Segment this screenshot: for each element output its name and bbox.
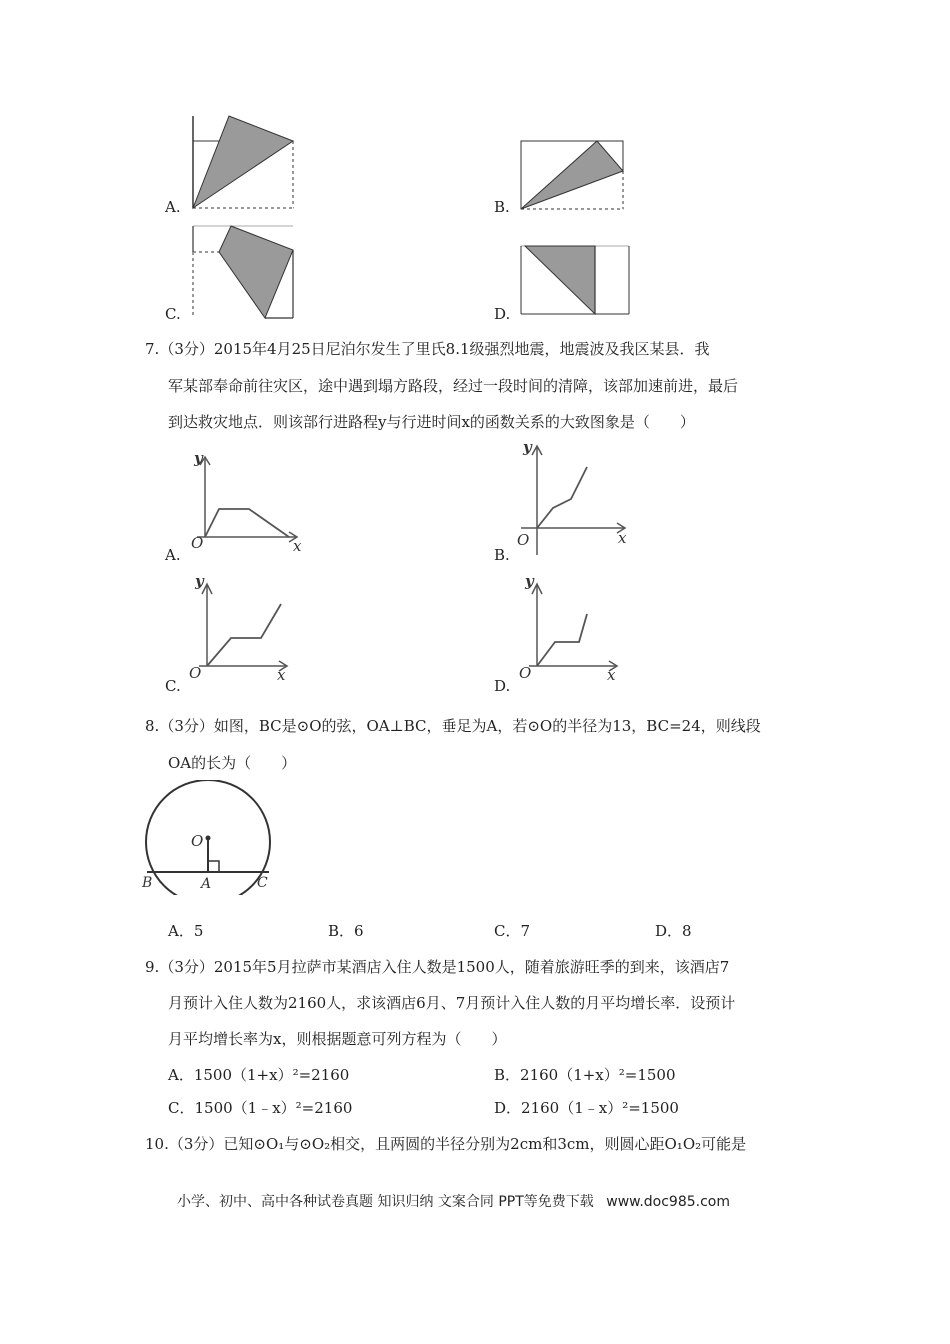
q8-choice-b: B．6: [328, 922, 364, 940]
q6-figure-b: [515, 135, 630, 215]
q6-figure-d: [515, 240, 635, 320]
q7-c-x-label: x: [277, 666, 286, 684]
q8-circle-figure: [135, 780, 285, 895]
q6-figure-c: [185, 222, 300, 322]
q8-choice-c: C．7: [494, 922, 531, 940]
q10-line-1: 10.（3分）已知⊙O₁与⊙O₂相交，且两圆的半径分别为2cm和3cm，则圆心距O₁O₂可能是: [145, 1135, 747, 1153]
q8-point-o: O: [191, 832, 204, 850]
q7-option-d-label: D.: [494, 677, 511, 695]
q7-line-1: 7.（3分）2015年4月25日尼泊尔发生了里氏8.1级强烈地震，地震波及我区某县．我: [145, 340, 710, 358]
q9-line-2: 月预计入住人数为2160人，求该酒店6月、7月预计入住人数的月平均增长率．设预计: [168, 994, 736, 1012]
q8-point-c: C: [257, 875, 268, 891]
q6-option-c-label: C.: [165, 305, 181, 323]
q6-option-a-label: A.: [165, 198, 181, 216]
q6-option-b-label: B.: [494, 198, 510, 216]
q7-a-origin-label: O: [191, 534, 204, 552]
q7-d-origin-label: O: [519, 664, 532, 682]
q9-choice-d: D．2160（1﹣x）²=1500: [494, 1099, 679, 1117]
q8-choice-d: D．8: [655, 922, 692, 940]
q7-line-3: 到达救灾地点．则该部行进路程y与行进时间x的函数关系的大致图象是（ ）: [168, 413, 695, 431]
page-footer: [177, 1191, 730, 1211]
q7-graph-c: [185, 570, 310, 690]
q8-point-b: B: [142, 875, 153, 891]
q7-option-a-label: A.: [165, 546, 181, 564]
footer-link[interactable]: www.doc985.com: [606, 1194, 730, 1210]
q7-option-b-label: B.: [494, 546, 510, 564]
q7-b-y-label: y: [523, 438, 532, 456]
q7-c-origin-label: O: [189, 664, 202, 682]
q7-d-x-label: x: [607, 666, 616, 684]
q7-graph-b: [515, 437, 640, 557]
q7-b-x-label: x: [618, 529, 627, 547]
q7-a-x-label: x: [293, 537, 302, 555]
q9-choice-c: C．1500（1﹣x）²=2160: [168, 1099, 353, 1117]
q9-choice-a: A．1500（1+x）²=2160: [168, 1066, 350, 1084]
q8-point-a: A: [201, 876, 212, 892]
q7-graph-d: [515, 570, 640, 690]
q7-graph-a: [185, 445, 310, 560]
q7-option-c-label: C.: [165, 677, 181, 695]
footer-text: 小学、初中、高中各种试卷真题 知识归纳 文案合同 PPT等免费下载: [177, 1194, 594, 1210]
q9-line-1: 9.（3分）2015年5月拉萨市某酒店入住人数是1500人，随着旅游旺季的到来，该酒店7: [145, 958, 730, 976]
q6-figure-a: [185, 112, 300, 216]
q7-line-2: 军某部奉命前往灾区，途中遇到塌方路段，经过一段时间的清障，该部加速前进，最后: [168, 377, 739, 395]
q7-b-origin-label: O: [517, 531, 530, 549]
q9-choice-b: B．2160（1+x）²=1500: [494, 1066, 676, 1084]
q9-line-3: 月平均增长率为x，则根据题意可列方程为（ ）: [168, 1030, 507, 1048]
q7-c-y-label: y: [195, 572, 204, 590]
q7-a-y-label: y: [194, 449, 203, 467]
q7-d-y-label: y: [525, 572, 534, 590]
q6-option-d-label: D.: [494, 305, 511, 323]
q8-choice-a: A．5: [168, 922, 204, 940]
q8-line-1: 8.（3分）如图，BC是⊙O的弦，OA⊥BC，垂足为A，若⊙O的半径为13，BC=24，则线段: [145, 717, 761, 735]
q8-line-2: OA的长为（ ）: [168, 754, 297, 772]
